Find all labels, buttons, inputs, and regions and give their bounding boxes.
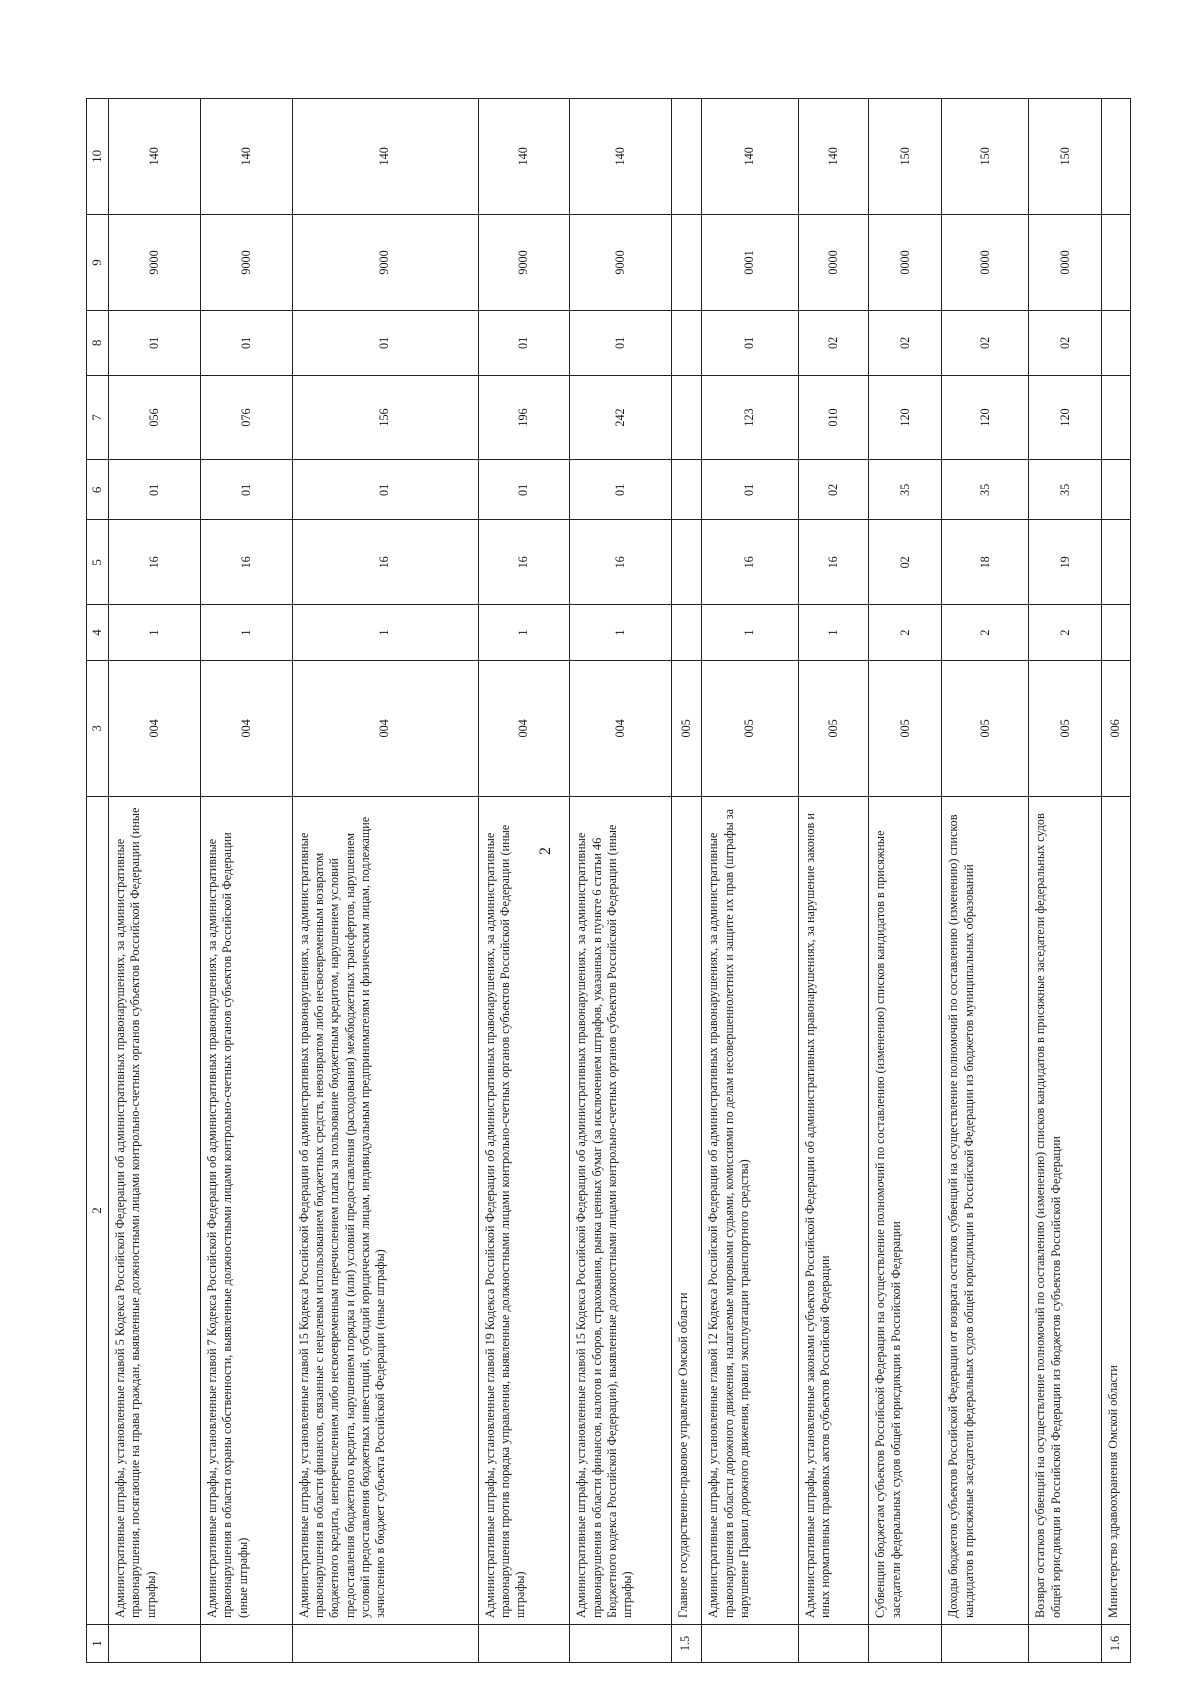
income-description: Административные штрафы, установленные главой 7 Кодекса Российской Федерации об административных правонарушениях, за административные правонарушения в области охраны собственности, выявленные должностными лицами контрольно-счетных органов субъектов Российской Федерации (иные штрафы)	[200, 796, 292, 1624]
code-classification: 140	[200, 99, 292, 215]
income-description: Административные штрафы, установленные главой 15 Кодекса Российской Федерации об административных правонарушениях, за административные правонарушения в области финансов, связанные с нецелевым использованием бюджетных средств, невозвратом либо несвоевременным возвратом бюджетного кредита, неперечислением либо несвоевременным перечислением платы за пользование бюджетным кредитом, нарушением условий предоставления бюджетного кредита, нарушением порядка и (или) условий предоставления (расходования) межбюджетных трансфертов, нарушением условий предоставления бюджетных инвестиций, субсидий юридическим лицам, индивидуальным предпринимателям и физическим лицам, подлежащие зачислению в бюджет субъекта Российской Федерации (иные штрафы)	[292, 796, 478, 1624]
row-number: 1.6	[1102, 1624, 1131, 1662]
code-element: 02	[1029, 311, 1102, 375]
code-element: 02	[869, 311, 942, 375]
row-number	[292, 1624, 478, 1662]
code-subarticle	[1102, 375, 1131, 460]
code-classification	[671, 99, 702, 215]
code-subgroup: 18	[942, 520, 1029, 605]
code-group: 1	[702, 605, 799, 661]
table-row	[702, 99, 799, 1663]
code-group	[671, 605, 702, 661]
code-subgroup: 16	[798, 520, 869, 605]
table-row	[292, 99, 478, 1663]
code-program: 9000	[109, 214, 201, 311]
code-subgroup: 19	[1029, 520, 1102, 605]
code-article: 35	[942, 460, 1029, 520]
code-element: 01	[570, 311, 671, 375]
code-element: 01	[109, 311, 201, 375]
code-element: 02	[798, 311, 869, 375]
income-description: Административные штрафы, установленные главой 19 Кодекса Российской Федерации об административных правонарушениях, за административные правонарушения против порядка управления, выявленные должностными лицами контрольно-счетных органов субъектов Российской Федерации (иные штрафы)	[478, 796, 570, 1624]
row-number	[109, 1624, 201, 1662]
code-subarticle: 242	[570, 375, 671, 460]
code-group: 1	[570, 605, 671, 661]
income-description: Главное государственно-правовое управление Омской области	[671, 796, 702, 1624]
admin-code: 004	[478, 660, 570, 796]
code-subgroup: 02	[869, 520, 942, 605]
code-program: 0000	[869, 214, 942, 311]
column-header-3: 3	[87, 660, 109, 796]
table-row	[570, 99, 671, 1663]
admin-code: 006	[1102, 660, 1131, 796]
table-row	[478, 99, 570, 1663]
code-group: 1	[292, 605, 478, 661]
row-number	[478, 1624, 570, 1662]
code-group: 2	[869, 605, 942, 661]
row-number	[942, 1624, 1029, 1662]
header-row	[87, 99, 109, 1663]
code-subarticle: 120	[942, 375, 1029, 460]
admin-code: 005	[1029, 660, 1102, 796]
code-subgroup	[671, 520, 702, 605]
admin-code: 004	[570, 660, 671, 796]
column-header-7: 7	[87, 375, 109, 460]
column-header-2: 2	[87, 796, 109, 1624]
code-article: 01	[200, 460, 292, 520]
code-subarticle: 196	[478, 375, 570, 460]
code-program: 9000	[570, 214, 671, 311]
code-program	[1102, 214, 1131, 311]
admin-code: 004	[200, 660, 292, 796]
code-subarticle: 120	[869, 375, 942, 460]
code-article: 35	[869, 460, 942, 520]
rotated-table-container	[86, 98, 1131, 1663]
income-description: Административные штрафы, установленные главой 12 Кодекса Российской Федерации об административных правонарушениях, за административные правонарушения в области дорожного движения, налагаемые мировыми судьями, комиссиями по делам несовершеннолетних и защите их прав (штрафы за нарушение Правил дорожного движения, правил эксплуатации транспортного средства)	[702, 796, 799, 1624]
code-program: 0001	[702, 214, 799, 311]
row-number	[1029, 1624, 1102, 1662]
code-subarticle: 010	[798, 375, 869, 460]
column-header-10: 10	[87, 99, 109, 215]
income-description: Доходы бюджетов субъектов Российской Федерации от возврата остатков субвенций на осуществление полномочий по составлению (изменению) списков кандидатов в присяжные заседатели федеральных судов общей юрисдикции в Российской Федерации из бюджетов муниципальных образований	[942, 796, 1029, 1624]
code-article: 01	[109, 460, 201, 520]
code-group: 2	[1029, 605, 1102, 661]
admin-code: 005	[671, 660, 702, 796]
code-program: 9000	[292, 214, 478, 311]
section-row	[671, 99, 702, 1663]
code-program: 0000	[942, 214, 1029, 311]
code-element	[1102, 311, 1131, 375]
code-subgroup: 16	[702, 520, 799, 605]
code-article: 35	[1029, 460, 1102, 520]
code-group: 1	[478, 605, 570, 661]
code-article: 01	[292, 460, 478, 520]
code-article: 01	[570, 460, 671, 520]
column-header-5: 5	[87, 520, 109, 605]
code-subarticle: 120	[1029, 375, 1102, 460]
code-classification: 140	[798, 99, 869, 215]
table-row	[942, 99, 1029, 1663]
row-number	[570, 1624, 671, 1662]
code-element: 01	[478, 311, 570, 375]
code-classification: 140	[478, 99, 570, 215]
code-element: 01	[702, 311, 799, 375]
code-element	[671, 311, 702, 375]
income-description: Министерство здравоохранения Омской области	[1102, 796, 1131, 1624]
code-subgroup: 16	[200, 520, 292, 605]
code-element: 01	[292, 311, 478, 375]
code-subgroup: 16	[292, 520, 478, 605]
code-subgroup	[1102, 520, 1131, 605]
code-group: 1	[798, 605, 869, 661]
income-description: Административные штрафы, установленные главой 15 Кодекса Российской Федерации об административных правонарушениях, за административные правонарушения в области финансов, налогов и сборов, страхования, рынка ценных бумаг (за исключением штрафов, указанных в пункте 6 статьи 46 Бюджетного кодекса Российской Федерации), выявленные должностными лицами контрольно-счетных органов субъектов Российской Федерации (иные штрафы)	[570, 796, 671, 1624]
code-group	[1102, 605, 1131, 661]
section-row	[1102, 99, 1131, 1663]
code-subgroup: 16	[109, 520, 201, 605]
code-article	[671, 460, 702, 520]
code-program	[671, 214, 702, 311]
code-article: 01	[702, 460, 799, 520]
column-header-1: 1	[87, 1624, 109, 1662]
code-classification: 140	[702, 99, 799, 215]
code-element: 01	[200, 311, 292, 375]
admin-code: 004	[109, 660, 201, 796]
code-program: 9000	[200, 214, 292, 311]
table-row	[869, 99, 942, 1663]
admin-code: 005	[869, 660, 942, 796]
table-body	[109, 99, 1131, 1663]
code-classification	[1102, 99, 1131, 215]
row-number	[869, 1624, 942, 1662]
table-row	[200, 99, 292, 1663]
table-row	[1029, 99, 1102, 1663]
admin-code: 005	[798, 660, 869, 796]
column-header-4: 4	[87, 605, 109, 661]
code-subarticle: 156	[292, 375, 478, 460]
column-header-6: 6	[87, 460, 109, 520]
code-program: 0000	[1029, 214, 1102, 311]
row-number	[798, 1624, 869, 1662]
row-number	[702, 1624, 799, 1662]
code-article	[1102, 460, 1131, 520]
income-description: Административные штрафы, установленные главой 5 Кодекса Российской Федерации об административных правонарушениях, за административные правонарушения, посягающие на права граждан, выявленные должностными лицами контрольно-счетных органов субъектов Российской Федерации (иные штрафы)	[109, 796, 201, 1624]
code-group: 1	[109, 605, 201, 661]
code-group: 2	[942, 605, 1029, 661]
admin-code: 004	[292, 660, 478, 796]
code-program: 9000	[478, 214, 570, 311]
income-description: Возврат остатков субвенций на осуществление полномочий по составлению (изменению) списков кандидатов в присяжные заседатели федеральных судов общей юрисдикции в Российской Федерации из бюджетов субъектов Российской Федерации	[1029, 796, 1102, 1624]
code-classification: 150	[942, 99, 1029, 215]
code-classification: 140	[292, 99, 478, 215]
code-article: 02	[798, 460, 869, 520]
code-program: 0000	[798, 214, 869, 311]
admin-code: 005	[942, 660, 1029, 796]
column-header-9: 9	[87, 214, 109, 311]
admin-code: 005	[702, 660, 799, 796]
code-element: 02	[942, 311, 1029, 375]
column-header-8: 8	[87, 311, 109, 375]
income-codes-table	[86, 98, 1131, 1663]
income-description: Административные штрафы, установленные законами субъектов Российской Федерации об административных правонарушениях, за нарушение законов и иных нормативных правовых актов субъектов Российской Федерации	[798, 796, 869, 1624]
code-article: 01	[478, 460, 570, 520]
code-classification: 150	[869, 99, 942, 215]
code-classification: 150	[1029, 99, 1102, 215]
row-number: 1.5	[671, 1624, 702, 1662]
table-row	[109, 99, 201, 1663]
income-description: Субвенции бюджетам субъектов Российской Федерации на осуществление полномочий по составлению (изменению) списков кандидатов в присяжные заседатели федеральных судов общей юрисдикции в Российской Федерации	[869, 796, 942, 1624]
code-subarticle: 076	[200, 375, 292, 460]
code-subgroup: 16	[478, 520, 570, 605]
code-classification: 140	[570, 99, 671, 215]
code-group: 1	[200, 605, 292, 661]
code-subarticle	[671, 375, 702, 460]
code-subarticle: 123	[702, 375, 799, 460]
row-number	[200, 1624, 292, 1662]
code-subgroup: 16	[570, 520, 671, 605]
code-subarticle: 056	[109, 375, 201, 460]
code-classification: 140	[109, 99, 201, 215]
table-row	[798, 99, 869, 1663]
page-number: 2	[537, 847, 554, 855]
